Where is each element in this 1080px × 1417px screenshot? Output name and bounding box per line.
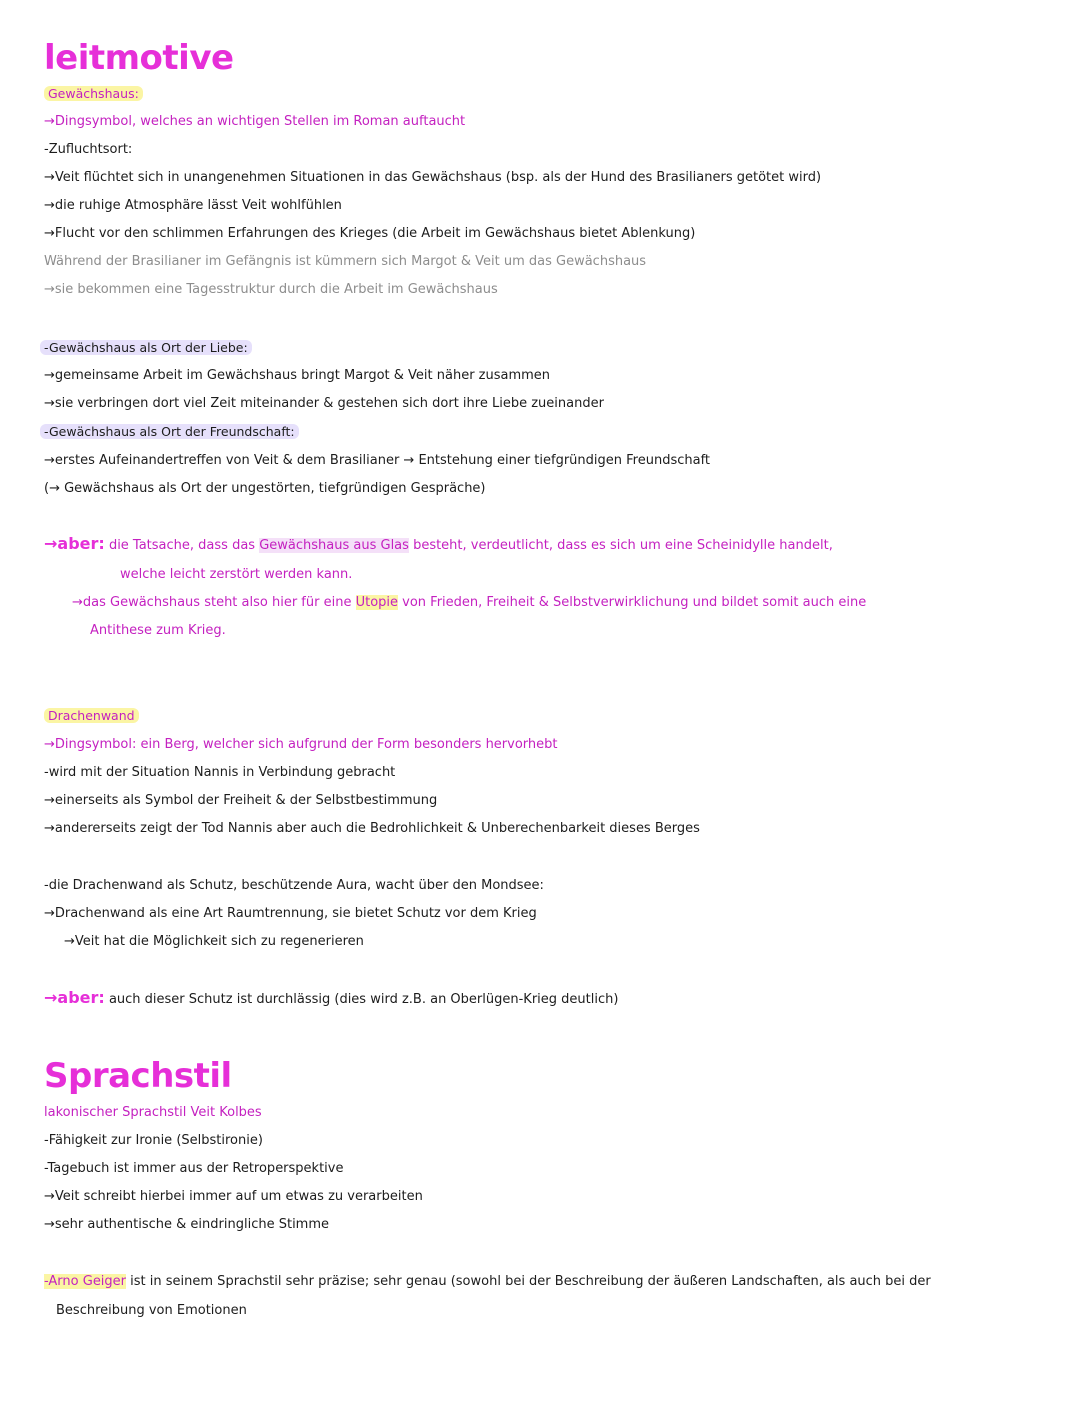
gewaechshaus-line-6: Während der Brasilianer im Gefängnis ist kümmern sich Margot & Veit um das Gewächshaus (44, 254, 647, 269)
drachenwand-schutz-line-2: →Drachenwand als eine Art Raumtrennung, sie bietet Schutz vor dem Krieg (44, 906, 537, 921)
sprachstil-line-2: -Tagebuch ist immer aus der Retroperspektive (44, 1161, 344, 1176)
ort-freundschaft-line-1: →erstes Aufeinandertreffen von Veit & dem Brasilianer → Entstehung einer tiefgründigen Freundschaft (44, 453, 711, 468)
gewaechshaus-aber-line-2: welche leicht zerstört werden kann. (120, 567, 353, 582)
subheading-gewaechshaus: Gewächshaus: (44, 86, 143, 101)
ort-liebe-line-2: →sie verbringen dort viel Zeit miteinander & gestehen sich dort ihre Liebe zueinander (44, 396, 604, 411)
drachenwand-aber-line: →aber: auch dieser Schutz ist durchlässig (dies wird z.B. an Oberlügen-Krieg deutlich) (44, 988, 619, 1007)
highlight-glas: Gewächshaus aus Glas (259, 538, 409, 553)
drachenwand-line-2: -wird mit der Situation Nannis in Verbindung gebracht (44, 765, 396, 780)
drachenwand-line-1: →Dingsymbol: ein Berg, welcher sich aufgrund der Form besonders hervorhebt (44, 737, 558, 752)
ort-liebe-line-1: →gemeinsame Arbeit im Gewächshaus bringt Margot & Veit näher zusammen (44, 368, 551, 383)
section-title-leitmotive: leitmotive (44, 38, 234, 78)
gewaechshaus-line-2: -Zufluchtsort: (44, 142, 133, 157)
ort-freundschaft-line-2: (→ Gewächshaus als Ort der ungestörten, tiefgründigen Gespräche) (44, 481, 486, 496)
highlight-arno-geiger: -Arno Geiger (44, 1274, 127, 1289)
gewaechshaus-aber-line-1: →aber: die Tatsache, dass das Gewächshaus aus Glas besteht, verdeutlicht, dass es sich um eine Scheinidylle handelt, (44, 534, 833, 553)
gewaechshaus-aber-line-4: Antithese zum Krieg. (90, 623, 226, 638)
gewaechshaus-line-4: →die ruhige Atmosphäre lässt Veit wohlfühlen (44, 198, 342, 213)
sprachstil-line-3: →Veit schreibt hierbei immer auf um etwas zu verarbeiten (44, 1189, 423, 1204)
drachenwand-schutz-line-3: →Veit hat die Möglichkeit sich zu regenerieren (64, 934, 364, 949)
subheading-drachenwand: Drachenwand (44, 708, 139, 723)
sprachstil-line-1: -Fähigkeit zur Ironie (Selbstironie) (44, 1133, 263, 1148)
gewaechshaus-line-3: →Veit flüchtet sich in unangenehmen Situationen in das Gewächshaus (bsp. als der Hund des Brasilianers getötet wird) (44, 170, 822, 185)
aber-label-2: →aber: (44, 988, 105, 1007)
arno-geiger-line-1: -Arno Geiger ist in seinem Sprachstil sehr präzise; sehr genau (sowohl bei der Beschreibung der äußeren Landschaften, als auch bei der (44, 1274, 931, 1289)
gewaechshaus-line-7: →sie bekommen eine Tagesstruktur durch die Arbeit im Gewächshaus (44, 282, 498, 297)
sprachstil-subtitle: lakonischer Sprachstil Veit Kolbes (44, 1105, 262, 1120)
arno-geiger-line-2: Beschreibung von Emotionen (56, 1303, 247, 1318)
section-title-sprachstil: Sprachstil (44, 1056, 232, 1096)
gewaechshaus-line-5: →Flucht vor den schlimmen Erfahrungen des Krieges (die Arbeit im Gewächshaus bietet Ablenkung) (44, 226, 696, 241)
subheading-ort-der-freundschaft: -Gewächshaus als Ort der Freundschaft: (40, 424, 299, 439)
subheading-ort-der-liebe: -Gewächshaus als Ort der Liebe: (40, 340, 252, 355)
sprachstil-line-4: →sehr authentische & eindringliche Stimme (44, 1217, 330, 1232)
highlight-scheinidylle: Scheinidylle (696, 538, 776, 553)
drachenwand-line-4: →andererseits zeigt der Tod Nannis aber auch die Bedrohlichkeit & Unberechenbarkeit dieses Berges (44, 821, 700, 836)
drachenwand-schutz-line-1: -die Drachenwand als Schutz, beschützende Aura, wacht über den Mondsee: (44, 878, 544, 893)
gewaechshaus-aber-line-3: →das Gewächshaus steht also hier für eine Utopie von Frieden, Freiheit & Selbstverwirklichung und bildet somit auch eine (72, 595, 867, 610)
aber-label: →aber: (44, 534, 105, 553)
gewaechshaus-line-1: →Dingsymbol, welches an wichtigen Stellen im Roman auftaucht (44, 114, 466, 129)
highlight-utopie: Utopie (355, 595, 399, 610)
drachenwand-line-3: →einerseits als Symbol der Freiheit & der Selbstbestimmung (44, 793, 438, 808)
